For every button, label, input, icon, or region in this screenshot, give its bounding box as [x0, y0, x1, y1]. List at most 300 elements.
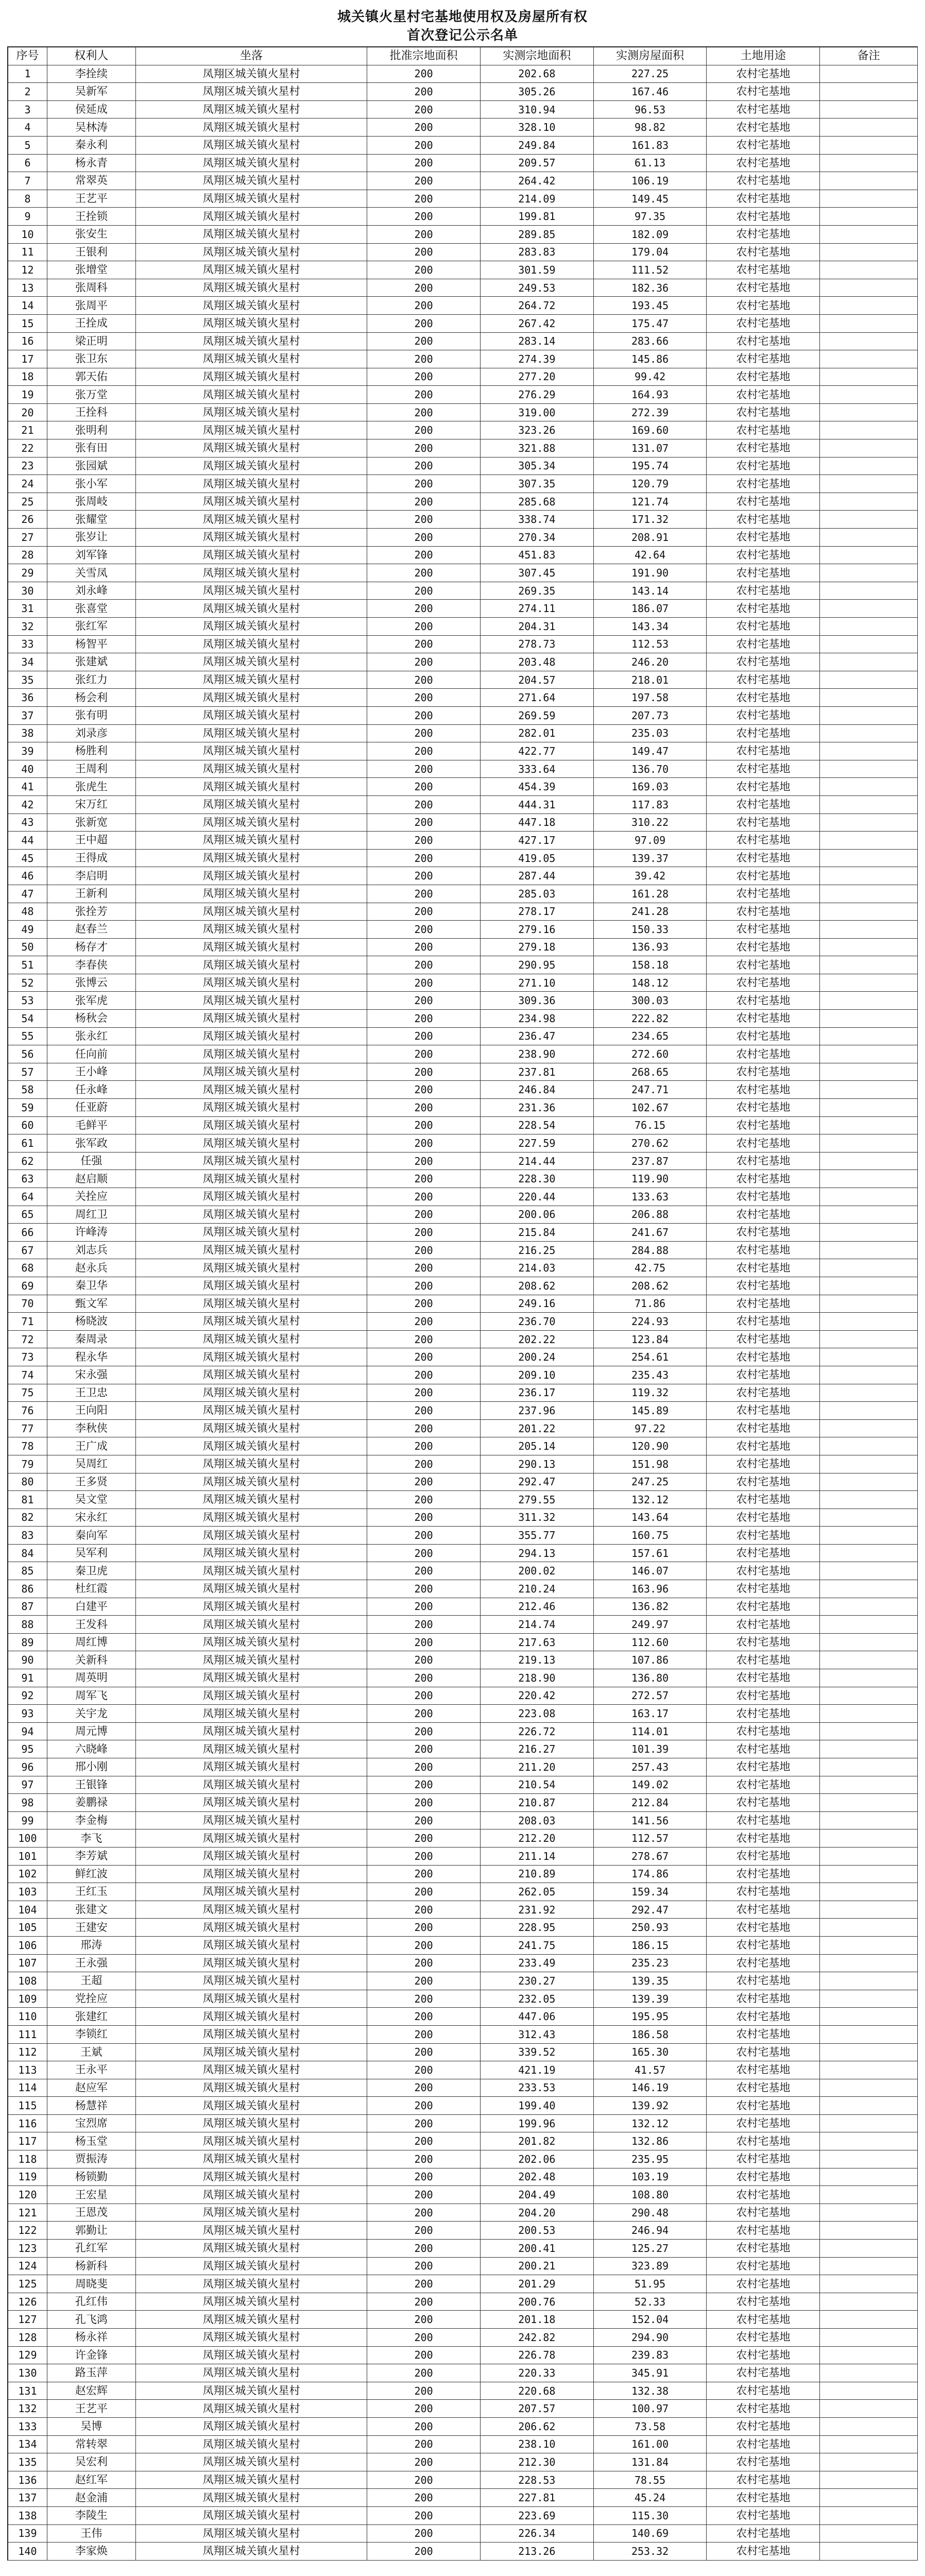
cell-index: 98 — [8, 1794, 47, 1812]
cell-approved-area: 200 — [367, 1242, 481, 1260]
cell-land-use: 农村宅基地 — [707, 992, 820, 1010]
cell-remarks — [820, 939, 918, 957]
cell-land-use: 农村宅基地 — [707, 1455, 820, 1473]
cell-measured-house-area: 191.90 — [594, 564, 707, 582]
cell-index: 40 — [8, 760, 47, 778]
cell-index: 54 — [8, 1010, 47, 1028]
table-row — [8, 529, 918, 547]
cell-approved-area: 200 — [367, 760, 481, 778]
cell-index: 8 — [8, 190, 47, 208]
cell-index: 62 — [8, 1153, 47, 1171]
cell-owner: 张永红 — [47, 1028, 136, 1046]
cell-index: 121 — [8, 2204, 47, 2222]
cell-measured-land-area: 228.53 — [481, 2471, 594, 2489]
cell-measured-land-area: 231.92 — [481, 1901, 594, 1919]
cell-owner: 邢小刚 — [47, 1758, 136, 1776]
cell-index: 124 — [8, 2258, 47, 2276]
table-row — [8, 2115, 918, 2133]
cell-index: 39 — [8, 742, 47, 760]
cell-remarks — [820, 2150, 918, 2168]
cell-owner: 王艺平 — [47, 2400, 136, 2418]
cell-index: 43 — [8, 814, 47, 832]
cell-approved-area: 200 — [367, 1669, 481, 1687]
cell-location: 凤翔区城关镇火星村 — [136, 1455, 367, 1473]
cell-location: 凤翔区城关镇火星村 — [136, 2347, 367, 2365]
cell-measured-land-area: 210.89 — [481, 1866, 594, 1884]
cell-measured-house-area: 133.63 — [594, 1188, 707, 1206]
cell-owner: 党拴应 — [47, 1990, 136, 2008]
cell-remarks — [820, 778, 918, 796]
cell-remarks — [820, 689, 918, 707]
cell-location: 凤翔区城关镇火星村 — [136, 2489, 367, 2507]
cell-measured-land-area: 289.85 — [481, 226, 594, 244]
cell-owner: 王斌 — [47, 2044, 136, 2062]
cell-approved-area: 200 — [367, 1420, 481, 1438]
cell-land-use: 农村宅基地 — [707, 1313, 820, 1331]
cell-owner: 张万堂 — [47, 386, 136, 404]
cell-index: 71 — [8, 1313, 47, 1331]
cell-index: 70 — [8, 1295, 47, 1313]
cell-remarks — [820, 2061, 918, 2079]
cell-approved-area: 200 — [367, 279, 481, 297]
table-row — [8, 564, 918, 582]
cell-approved-area: 200 — [367, 101, 481, 119]
table-row — [8, 1866, 918, 1884]
cell-remarks — [820, 208, 918, 226]
cell-remarks — [820, 867, 918, 885]
cell-location: 凤翔区城关镇火星村 — [136, 65, 367, 83]
cell-land-use: 农村宅基地 — [707, 2418, 820, 2436]
cell-index: 137 — [8, 2489, 47, 2507]
cell-measured-land-area: 199.81 — [481, 208, 594, 226]
cell-measured-land-area: 211.20 — [481, 1758, 594, 1776]
cell-approved-area: 200 — [367, 2507, 481, 2525]
cell-location: 凤翔区城关镇火星村 — [136, 2275, 367, 2293]
cell-measured-house-area: 111.52 — [594, 261, 707, 279]
cell-remarks — [820, 1812, 918, 1830]
cell-measured-house-area: 139.35 — [594, 1972, 707, 1990]
table-row — [8, 832, 918, 850]
cell-approved-area: 200 — [367, 1170, 481, 1188]
cell-measured-house-area: 283.66 — [594, 333, 707, 351]
cell-approved-area: 200 — [367, 1099, 481, 1117]
cell-measured-land-area: 249.16 — [481, 1295, 594, 1313]
cell-owner: 李拴续 — [47, 65, 136, 83]
cell-measured-land-area: 323.26 — [481, 421, 594, 439]
cell-measured-house-area: 182.09 — [594, 226, 707, 244]
cell-owner: 关拴应 — [47, 1188, 136, 1206]
cell-measured-land-area: 312.43 — [481, 2026, 594, 2044]
cell-index: 72 — [8, 1331, 47, 1349]
cell-measured-land-area: 214.03 — [481, 1259, 594, 1277]
cell-land-use: 农村宅基地 — [707, 244, 820, 262]
cell-index: 122 — [8, 2222, 47, 2240]
cell-remarks — [820, 2543, 918, 2561]
table-row — [8, 118, 918, 137]
cell-approved-area: 200 — [367, 368, 481, 386]
cell-approved-area: 200 — [367, 475, 481, 493]
cell-approved-area: 200 — [367, 974, 481, 992]
cell-measured-land-area: 267.42 — [481, 315, 594, 333]
cell-location: 凤翔区城关镇火星村 — [136, 1366, 367, 1384]
cell-measured-house-area: 193.45 — [594, 297, 707, 315]
cell-measured-land-area: 216.27 — [481, 1740, 594, 1758]
cell-measured-land-area: 204.49 — [481, 2186, 594, 2204]
table-row — [8, 457, 918, 476]
cell-owner: 张耀堂 — [47, 511, 136, 529]
cell-measured-land-area: 220.42 — [481, 1687, 594, 1705]
cell-approved-area: 200 — [367, 2400, 481, 2418]
cell-approved-area: 200 — [367, 1402, 481, 1420]
cell-land-use: 农村宅基地 — [707, 636, 820, 654]
cell-location: 凤翔区城关镇火星村 — [136, 2400, 367, 2418]
cell-remarks — [820, 1384, 918, 1402]
table-row — [8, 297, 918, 315]
cell-owner: 李锁红 — [47, 2026, 136, 2044]
cell-remarks — [820, 1829, 918, 1848]
cell-owner: 宋万红 — [47, 796, 136, 814]
cell-land-use: 农村宅基地 — [707, 261, 820, 279]
cell-approved-area: 200 — [367, 1295, 481, 1313]
cell-location: 凤翔区城关镇火星村 — [136, 2150, 367, 2168]
cell-measured-land-area: 200.41 — [481, 2240, 594, 2258]
cell-index: 133 — [8, 2418, 47, 2436]
cell-measured-house-area: 207.73 — [594, 707, 707, 725]
cell-remarks — [820, 1740, 918, 1758]
cell-measured-land-area: 270.34 — [481, 529, 594, 547]
cell-owner: 任强 — [47, 1153, 136, 1171]
cell-measured-house-area: 45.24 — [594, 2489, 707, 2507]
table-row — [8, 65, 918, 83]
cell-approved-area: 200 — [367, 1527, 481, 1545]
cell-measured-land-area: 444.31 — [481, 796, 594, 814]
cell-measured-land-area: 210.87 — [481, 1794, 594, 1812]
cell-owner: 邢涛 — [47, 1937, 136, 1955]
cell-location: 凤翔区城关镇火星村 — [136, 2186, 367, 2204]
table-row — [8, 547, 918, 565]
cell-remarks — [820, 421, 918, 439]
cell-location: 凤翔区城关镇火星村 — [136, 2418, 367, 2436]
cell-remarks — [820, 2008, 918, 2026]
cell-remarks — [820, 368, 918, 386]
table-row — [8, 1366, 918, 1384]
cell-measured-land-area: 307.45 — [481, 564, 594, 582]
table-row — [8, 1028, 918, 1046]
cell-land-use: 农村宅基地 — [707, 1259, 820, 1277]
cell-owner: 王周利 — [47, 760, 136, 778]
cell-location: 凤翔区城关镇火星村 — [136, 350, 367, 368]
cell-remarks — [820, 1028, 918, 1046]
cell-owner: 王永平 — [47, 2061, 136, 2079]
cell-remarks — [820, 636, 918, 654]
cell-land-use: 农村宅基地 — [707, 2364, 820, 2382]
cell-owner: 程永华 — [47, 1348, 136, 1366]
table-row — [8, 244, 918, 262]
cell-location: 凤翔区城关镇火星村 — [136, 1491, 367, 1509]
table-row — [8, 2489, 918, 2507]
cell-index: 23 — [8, 457, 47, 476]
cell-measured-land-area: 427.17 — [481, 832, 594, 850]
cell-index: 11 — [8, 244, 47, 262]
cell-measured-house-area: 73.58 — [594, 2418, 707, 2436]
table-row — [8, 939, 918, 957]
cell-measured-land-area: 209.57 — [481, 155, 594, 173]
table-row — [8, 1473, 918, 1492]
cell-measured-house-area: 208.62 — [594, 1277, 707, 1295]
table-row — [8, 850, 918, 868]
cell-measured-house-area: 97.35 — [594, 208, 707, 226]
table-row — [8, 742, 918, 760]
table-row — [8, 1010, 918, 1028]
cell-remarks — [820, 1794, 918, 1812]
cell-location: 凤翔区城关镇火星村 — [136, 1010, 367, 1028]
table-row — [8, 796, 918, 814]
cell-remarks — [820, 2044, 918, 2062]
cell-remarks — [820, 1081, 918, 1099]
cell-location: 凤翔区城关镇火星村 — [136, 1153, 367, 1171]
cell-location: 凤翔区城关镇火星村 — [136, 386, 367, 404]
cell-land-use: 农村宅基地 — [707, 618, 820, 636]
cell-measured-land-area: 279.55 — [481, 1491, 594, 1509]
table-row — [8, 190, 918, 208]
cell-location: 凤翔区城关镇火星村 — [136, 832, 367, 850]
cell-approved-area: 200 — [367, 261, 481, 279]
cell-approved-area: 200 — [367, 137, 481, 155]
cell-approved-area: 200 — [367, 1224, 481, 1242]
table-row — [8, 1848, 918, 1866]
cell-location: 凤翔区城关镇火星村 — [136, 457, 367, 476]
cell-approved-area: 200 — [367, 172, 481, 190]
cell-index: 45 — [8, 850, 47, 868]
cell-measured-house-area: 160.75 — [594, 1527, 707, 1545]
cell-measured-house-area: 222.82 — [594, 1010, 707, 1028]
cell-approved-area: 200 — [367, 564, 481, 582]
cell-land-use: 农村宅基地 — [707, 1117, 820, 1135]
cell-index: 31 — [8, 600, 47, 618]
cell-index: 56 — [8, 1045, 47, 1063]
cell-index: 102 — [8, 1866, 47, 1884]
cell-measured-land-area: 274.39 — [481, 350, 594, 368]
cell-land-use: 农村宅基地 — [707, 885, 820, 903]
cell-remarks — [820, 814, 918, 832]
table-row — [8, 2311, 918, 2329]
cell-land-use: 农村宅基地 — [707, 1063, 820, 1081]
cell-location: 凤翔区城关镇火星村 — [136, 921, 367, 939]
cell-owner: 王艺平 — [47, 190, 136, 208]
cell-approved-area: 200 — [367, 2150, 481, 2168]
cell-owner: 许金锋 — [47, 2347, 136, 2365]
cell-measured-house-area: 164.93 — [594, 386, 707, 404]
cell-measured-house-area: 132.12 — [594, 2115, 707, 2133]
cell-index: 131 — [8, 2382, 47, 2400]
table-row — [8, 1687, 918, 1705]
cell-measured-land-area: 264.72 — [481, 297, 594, 315]
cell-owner: 张军政 — [47, 1134, 136, 1153]
cell-measured-land-area: 447.18 — [481, 814, 594, 832]
table-row — [8, 1081, 918, 1099]
cell-index: 17 — [8, 350, 47, 368]
cell-owner: 侯延成 — [47, 101, 136, 119]
cell-remarks — [820, 1010, 918, 1028]
cell-index: 82 — [8, 1509, 47, 1527]
cell-land-use: 农村宅基地 — [707, 2275, 820, 2293]
cell-remarks — [820, 671, 918, 689]
cell-measured-land-area: 269.59 — [481, 707, 594, 725]
cell-index: 73 — [8, 1348, 47, 1366]
cell-owner: 张岁让 — [47, 529, 136, 547]
cell-measured-land-area: 238.90 — [481, 1045, 594, 1063]
cell-land-use: 农村宅基地 — [707, 671, 820, 689]
table-row — [8, 653, 918, 671]
cell-owner: 毛鲜平 — [47, 1117, 136, 1135]
cell-measured-land-area: 210.24 — [481, 1580, 594, 1598]
table-row — [8, 1206, 918, 1224]
cell-approved-area: 200 — [367, 2418, 481, 2436]
cell-land-use: 农村宅基地 — [707, 1990, 820, 2008]
cell-owner: 路玉萍 — [47, 2364, 136, 2382]
cell-measured-land-area: 447.06 — [481, 2008, 594, 2026]
cell-approved-area: 200 — [367, 671, 481, 689]
cell-approved-area: 200 — [367, 814, 481, 832]
cell-remarks — [820, 315, 918, 333]
cell-location: 凤翔区城关镇火星村 — [136, 742, 367, 760]
cell-measured-land-area: 219.13 — [481, 1651, 594, 1669]
cell-land-use: 农村宅基地 — [707, 493, 820, 511]
cell-location: 凤翔区城关镇火星村 — [136, 725, 367, 743]
cell-remarks — [820, 1313, 918, 1331]
cell-index: 100 — [8, 1829, 47, 1848]
cell-measured-land-area: 283.83 — [481, 244, 594, 262]
cell-owner: 张增堂 — [47, 261, 136, 279]
cell-owner: 王广成 — [47, 1437, 136, 1455]
cell-location: 凤翔区城关镇火星村 — [136, 2115, 367, 2133]
cell-measured-land-area: 228.30 — [481, 1170, 594, 1188]
cell-measured-house-area: 179.04 — [594, 244, 707, 262]
cell-remarks — [820, 439, 918, 457]
cell-land-use: 农村宅基地 — [707, 1955, 820, 1973]
cell-measured-land-area: 199.96 — [481, 2115, 594, 2133]
cell-measured-house-area: 100.97 — [594, 2400, 707, 2418]
cell-measured-land-area: 271.64 — [481, 689, 594, 707]
cell-approved-area: 200 — [367, 582, 481, 600]
cell-index: 76 — [8, 1402, 47, 1420]
cell-index: 101 — [8, 1848, 47, 1866]
cell-approved-area: 200 — [367, 421, 481, 439]
cell-approved-area: 200 — [367, 707, 481, 725]
cell-owner: 刘录彦 — [47, 725, 136, 743]
cell-location: 凤翔区城关镇火星村 — [136, 1562, 367, 1580]
cell-measured-house-area: 206.88 — [594, 1206, 707, 1224]
cell-index: 127 — [8, 2311, 47, 2329]
cell-approved-area: 200 — [367, 956, 481, 974]
cell-approved-area: 200 — [367, 1634, 481, 1652]
cell-land-use: 农村宅基地 — [707, 1224, 820, 1242]
cell-measured-house-area: 149.47 — [594, 742, 707, 760]
table-row — [8, 350, 918, 368]
cell-land-use: 农村宅基地 — [707, 1883, 820, 1901]
cell-measured-house-area: 112.60 — [594, 1634, 707, 1652]
cell-measured-land-area: 202.22 — [481, 1331, 594, 1349]
cell-location: 凤翔区城关镇火星村 — [136, 1509, 367, 1527]
cell-owner: 杨玉堂 — [47, 2132, 136, 2150]
cell-location: 凤翔区城关镇火星村 — [136, 1634, 367, 1652]
table-row — [8, 2026, 918, 2044]
cell-measured-house-area: 235.43 — [594, 1366, 707, 1384]
cell-measured-house-area: 345.91 — [594, 2364, 707, 2382]
cell-owner: 张明利 — [47, 421, 136, 439]
cell-measured-land-area: 277.20 — [481, 368, 594, 386]
header-approved-area: 批准宗地面积 — [367, 47, 481, 65]
table-row — [8, 974, 918, 992]
cell-land-use: 农村宅基地 — [707, 101, 820, 119]
cell-approved-area: 200 — [367, 600, 481, 618]
cell-owner: 张周岐 — [47, 493, 136, 511]
cell-remarks — [820, 903, 918, 921]
table-row — [8, 2204, 918, 2222]
cell-approved-area: 200 — [367, 1081, 481, 1099]
cell-index: 52 — [8, 974, 47, 992]
cell-approved-area: 200 — [367, 2436, 481, 2454]
cell-index: 33 — [8, 636, 47, 654]
cell-remarks — [820, 1723, 918, 1741]
cell-index: 57 — [8, 1063, 47, 1081]
cell-location: 凤翔区城关镇火星村 — [136, 1723, 367, 1741]
cell-land-use: 农村宅基地 — [707, 2097, 820, 2115]
cell-location: 凤翔区城关镇火星村 — [136, 1313, 367, 1331]
cell-measured-land-area: 223.08 — [481, 1705, 594, 1723]
table-row — [8, 137, 918, 155]
table-row — [8, 1099, 918, 1117]
cell-measured-land-area: 200.21 — [481, 2258, 594, 2276]
cell-measured-land-area: 200.76 — [481, 2293, 594, 2311]
cell-measured-land-area: 208.03 — [481, 1812, 594, 1830]
cell-approved-area: 200 — [367, 1705, 481, 1723]
cell-remarks — [820, 1883, 918, 1901]
cell-owner: 周元博 — [47, 1723, 136, 1741]
header-index: 序号 — [8, 47, 47, 65]
cell-land-use: 农村宅基地 — [707, 600, 820, 618]
cell-index: 22 — [8, 439, 47, 457]
cell-land-use: 农村宅基地 — [707, 404, 820, 422]
cell-measured-land-area: 421.19 — [481, 2061, 594, 2079]
cell-location: 凤翔区城关镇火星村 — [136, 2293, 367, 2311]
cell-land-use: 农村宅基地 — [707, 1740, 820, 1758]
cell-owner: 张喜堂 — [47, 600, 136, 618]
cell-measured-house-area: 167.46 — [594, 83, 707, 101]
table-row — [8, 2382, 918, 2400]
cell-index: 53 — [8, 992, 47, 1010]
table-row — [8, 155, 918, 173]
cell-index: 26 — [8, 511, 47, 529]
cell-measured-house-area: 107.86 — [594, 1651, 707, 1669]
cell-remarks — [820, 2204, 918, 2222]
cell-location: 凤翔区城关镇火星村 — [136, 1883, 367, 1901]
cell-approved-area: 200 — [367, 1491, 481, 1509]
cell-location: 凤翔区城关镇火星村 — [136, 547, 367, 565]
cell-approved-area: 200 — [367, 903, 481, 921]
table-row — [8, 404, 918, 422]
cell-owner: 孔飞鸿 — [47, 2311, 136, 2329]
cell-approved-area: 200 — [367, 725, 481, 743]
cell-index: 109 — [8, 1990, 47, 2008]
cell-remarks — [820, 2347, 918, 2365]
cell-remarks — [820, 2471, 918, 2489]
cell-owner: 周军飞 — [47, 1687, 136, 1705]
cell-location: 凤翔区城关镇火星村 — [136, 1063, 367, 1081]
table-row — [8, 1455, 918, 1473]
cell-land-use: 农村宅基地 — [707, 1402, 820, 1420]
cell-measured-house-area: 284.88 — [594, 1242, 707, 1260]
